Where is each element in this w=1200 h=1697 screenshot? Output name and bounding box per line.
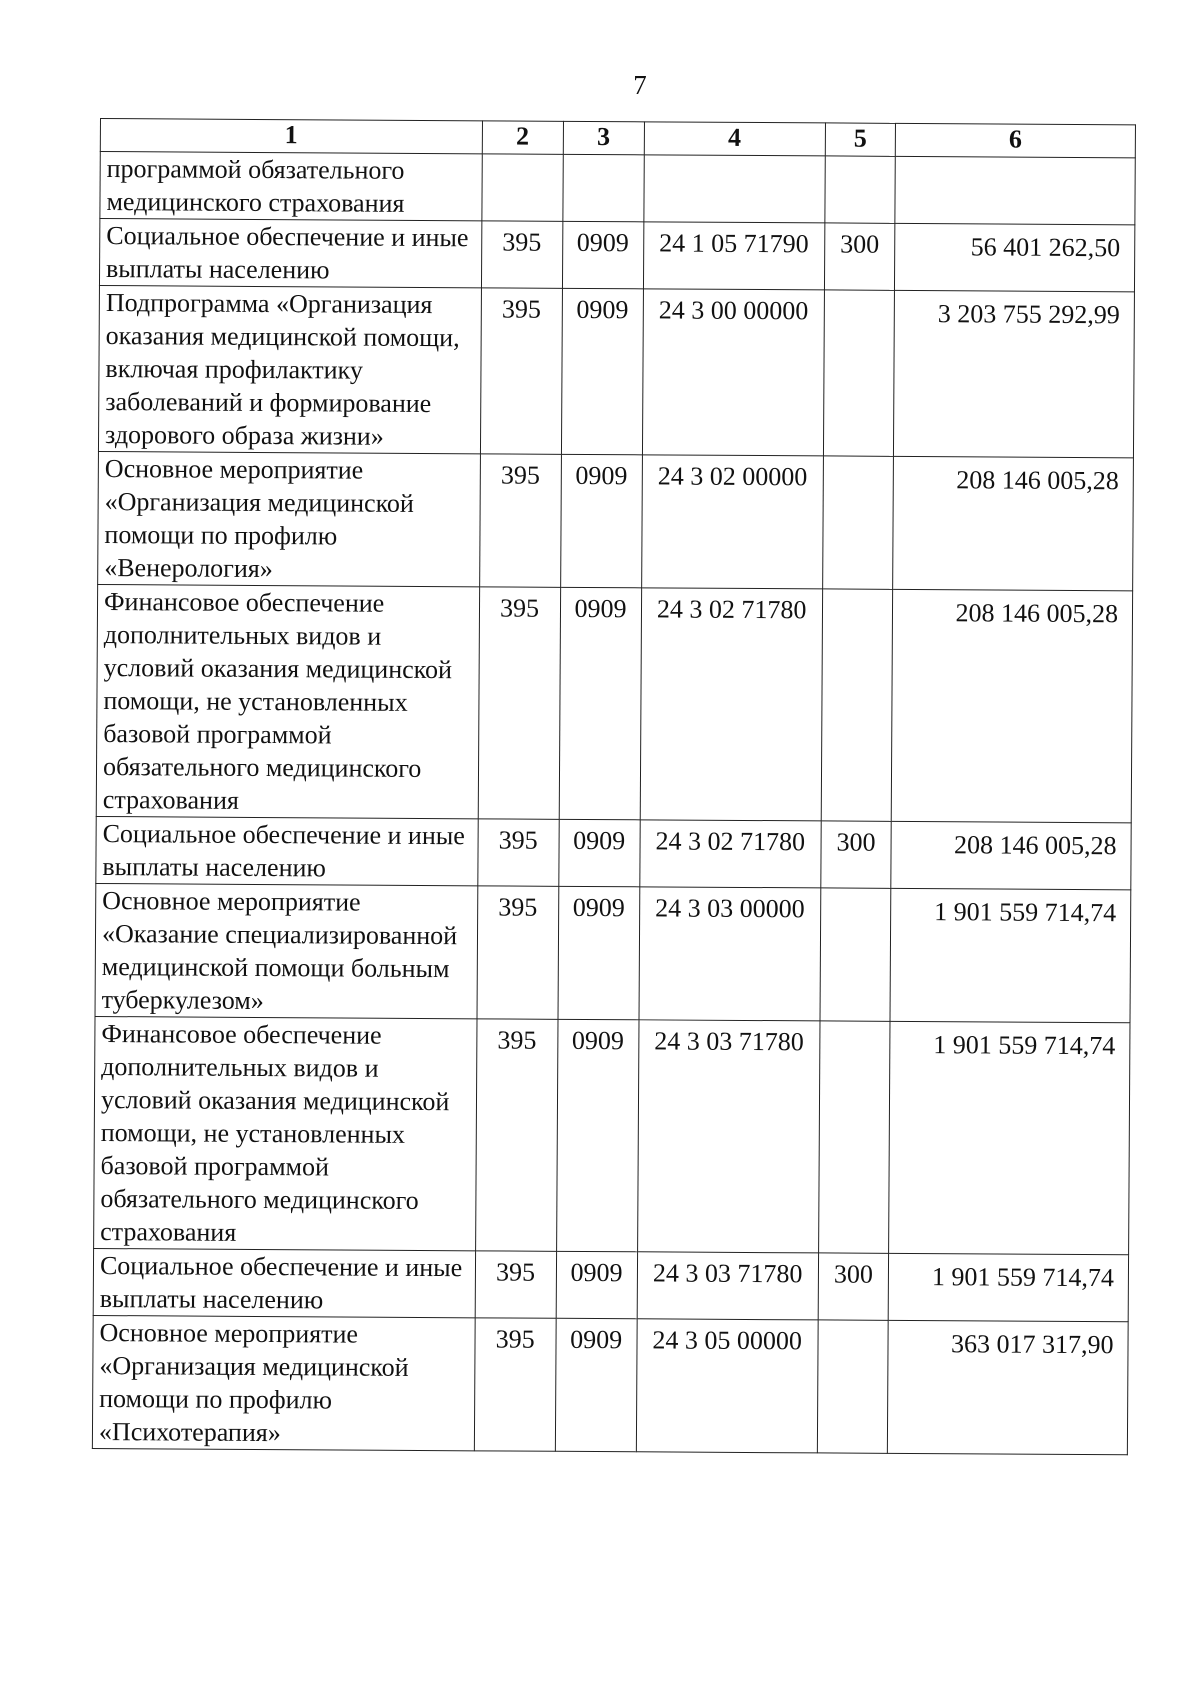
row-code-5: 300 (821, 821, 892, 888)
row-amount: 1 901 559 714,74 (888, 1253, 1128, 1321)
row-name: Основное мероприятие «Организация медицинской помощи по профилю «Психотерапия» (92, 1315, 474, 1450)
table-row (96, 584, 1132, 822)
row-name: Основное мероприятие «Организация медицинской помощи по профилю «Венерология» (98, 451, 480, 586)
row-code-2: 395 (480, 288, 562, 454)
row-code-2: 395 (479, 454, 561, 587)
table-row (95, 883, 1131, 1022)
row-amount: 208 146 005,28 (891, 589, 1132, 822)
row-code-4: 24 3 02 00000 (641, 455, 823, 589)
row-code-2: 395 (481, 221, 562, 288)
row-name: Финансовое обеспечение дополнительных видов и условий оказания медицинской помощи, не установленных базовой программой обязательного медицинского страхования (96, 584, 479, 818)
row-code-5 (821, 589, 893, 821)
row-name: Основное мероприятие «Оказание специализированной медицинской помощи больным туберкулезом» (95, 883, 477, 1018)
row-code-3: 0909 (555, 1318, 637, 1451)
row-code-3: 0909 (560, 454, 642, 587)
header-cell-2: 2 (482, 121, 563, 154)
row-amount: 1 901 559 714,74 (889, 1021, 1130, 1254)
row-code-5: 300 (818, 1253, 889, 1320)
row-amount: 208 146 005,28 (893, 456, 1134, 590)
row-amount: 1 901 559 714,74 (890, 888, 1131, 1022)
row-code-2 (481, 154, 562, 221)
row-code-4: 24 3 02 71780 (639, 820, 821, 888)
table-row (98, 451, 1134, 590)
page-number: 7 (633, 70, 647, 100)
table-row (100, 152, 1135, 225)
row-amount (895, 156, 1135, 224)
row-code-5 (818, 1021, 890, 1253)
table-row (96, 816, 1131, 889)
header-cell-4: 4 (644, 122, 825, 156)
row-code-4: 24 3 03 71780 (637, 1020, 820, 1253)
row-code-4: 24 3 03 00000 (639, 887, 821, 1021)
row-code-2: 395 (475, 1251, 556, 1318)
row-name: Социальное обеспечение и иные выплаты населению (99, 219, 481, 288)
budget-table (92, 118, 1136, 1455)
row-code-2: 395 (477, 819, 558, 886)
row-code-5 (822, 456, 893, 589)
row-code-2: 395 (477, 886, 559, 1019)
row-code-5 (825, 156, 896, 223)
row-code-5 (817, 1320, 888, 1453)
row-code-4: 24 3 00 00000 (642, 289, 824, 456)
table-row (93, 1248, 1128, 1321)
row-name: Социальное обеспечение и иные выплаты населению (93, 1248, 475, 1317)
row-amount: 363 017 317,90 (887, 1320, 1128, 1454)
table-row (94, 1016, 1130, 1254)
row-name: программой обязательного медицинского страхования (100, 152, 482, 221)
row-code-4: 24 3 02 71780 (640, 588, 823, 821)
row-code-3: 0909 (556, 1251, 637, 1318)
header-cell-1: 1 (100, 119, 482, 154)
row-amount: 3 203 755 292,99 (894, 290, 1135, 457)
row-code-4: 24 1 05 71790 (643, 222, 825, 290)
row-code-3 (562, 154, 643, 221)
row-code-4 (643, 155, 825, 223)
row-code-3: 0909 (556, 1019, 638, 1251)
header-cell-5: 5 (825, 123, 896, 156)
row-code-3: 0909 (558, 819, 639, 886)
header-cell-6: 6 (895, 123, 1135, 157)
row-code-5 (823, 290, 894, 456)
row-code-2: 395 (475, 1019, 557, 1251)
row-code-3: 0909 (561, 288, 643, 454)
row-code-4: 24 3 03 71780 (637, 1252, 819, 1320)
row-code-2: 395 (478, 587, 560, 819)
row-code-5: 300 (824, 223, 895, 290)
table-row (98, 285, 1134, 457)
row-code-4: 24 3 05 00000 (636, 1319, 818, 1453)
row-amount: 208 146 005,28 (891, 821, 1131, 889)
row-code-3: 0909 (558, 886, 640, 1019)
row-code-2: 395 (474, 1318, 556, 1451)
row-code-5 (820, 888, 891, 1021)
row-code-3: 0909 (559, 587, 641, 819)
table-row (99, 219, 1134, 292)
header-cell-3: 3 (563, 121, 644, 154)
row-name: Подпрограмма «Организация оказания медицинской помощи, включая профилактику заболеваний и формирование здорового образа жизни» (98, 285, 481, 453)
table-row (92, 1315, 1128, 1454)
row-code-3: 0909 (562, 221, 643, 288)
row-amount: 56 401 262,50 (895, 223, 1135, 291)
row-name: Финансовое обеспечение дополнительных видов и условий оказания медицинской помощи, не установленных базовой программой обязательного медицинского страхования (94, 1016, 477, 1250)
row-name: Социальное обеспечение и иные выплаты населению (96, 816, 478, 885)
